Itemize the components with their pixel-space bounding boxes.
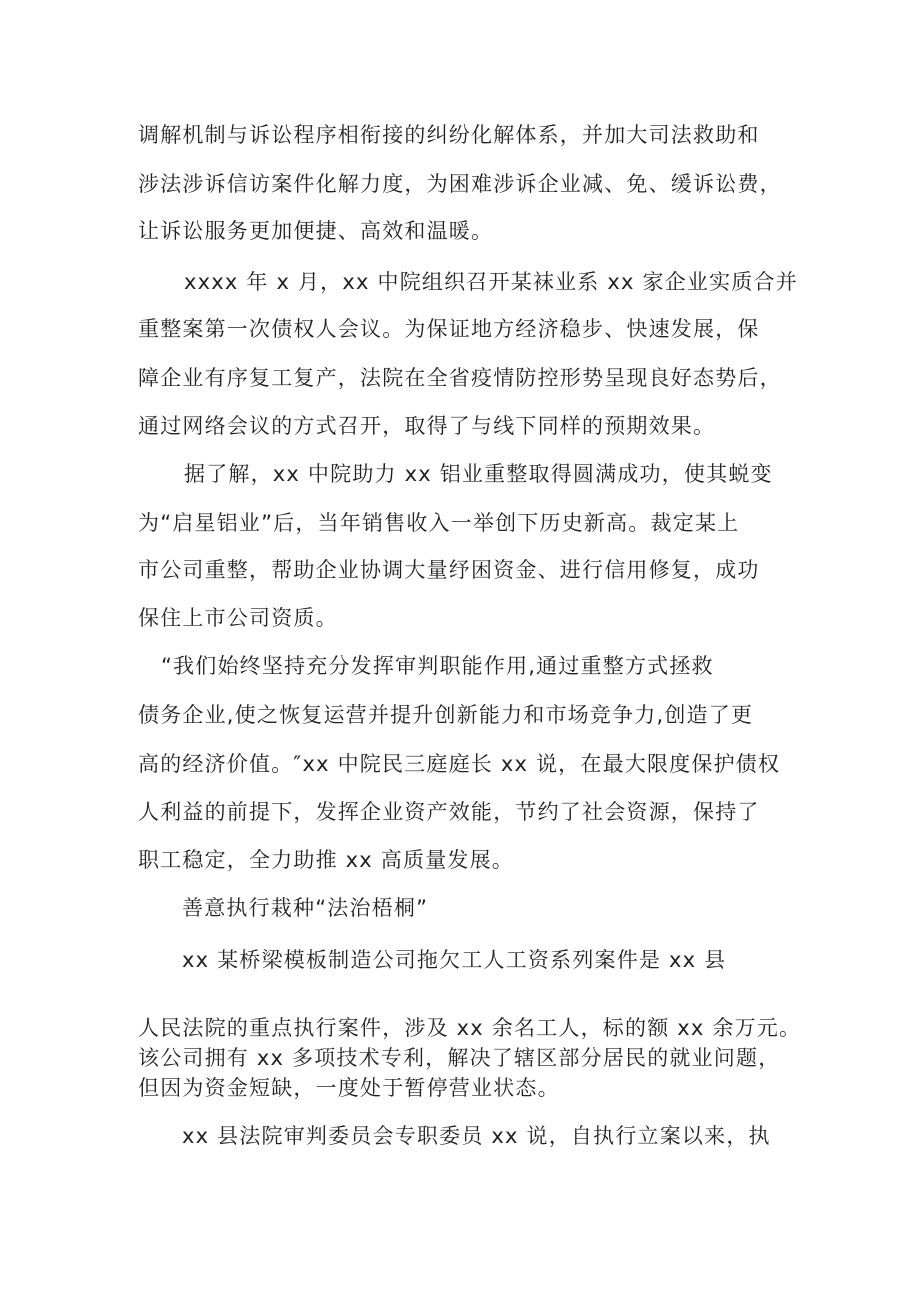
text-line: xx 某桥梁模板制造公司拖欠工人工资系列案件是 xx 县 [182, 948, 727, 972]
text-line: “我们始终坚持充分发挥审判职能作用,通过重整方式拯救 [161, 654, 714, 678]
text-line: 高的经济价值。″xx 中院民三庭庭长 xx 说，在最大限度保护债权 [138, 752, 781, 776]
text-line: xx 县法院审判委员会专职委员 xx 说，自执行立案以来，执 [182, 1124, 771, 1148]
text-line: 但因为资金短缺，一度处于暂停营业状态。 [138, 1076, 560, 1100]
text-line: 据了解，xx 中院助力 xx 铝业重整取得圆满成功，使其蜕变 [184, 462, 773, 486]
text-line: 市公司重整，帮助企业协调大量纾困资金、进行信用修复，成功 [138, 558, 760, 582]
text-line: 保住上市公司资质。 [138, 606, 338, 630]
text-line: 重整案第一次债权人会议。为保证地方经济稳步、快速发展，保 [138, 317, 760, 341]
text-line: xxxx 年 x 月，xx 中院组织召开某袜业系 xx 家企业实质合并 [184, 270, 798, 294]
text-line: 债务企业,使之恢复运营并提升创新能力和市场竞争力,创造了更 [138, 703, 754, 727]
text-line: 为“启星铝业”后，当年销售收入一举创下历史新高。裁定某上 [138, 511, 740, 535]
text-line: 通过网络会议的方式召开，取得了与线下同样的预期效果。 [138, 414, 716, 438]
text-line: 调解机制与诉讼程序相衔接的纠纷化解体系，并加大司法救助和 [138, 123, 760, 147]
text-line: 人利益的前提下，发挥企业资产效能，节约了社会资源，保持了 [138, 800, 760, 824]
text-line: 让诉讼服务更加便捷、高效和温暖。 [138, 219, 494, 243]
text-line: 该公司拥有 xx 多项技术专利，解决了辖区部分居民的就业问题， [138, 1046, 781, 1070]
section-heading: 善意执行栽种“法治梧桐” [182, 896, 429, 920]
text-line: 人民法院的重点执行案件，涉及 xx 余名工人，标的额 xx 余万元。 [138, 1016, 802, 1040]
text-line: 障企业有序复工复产，法院在全省疫情防控形势呈现良好态势后， [138, 366, 782, 390]
text-line: 职工稳定，全力助推 xx 高质量发展。 [138, 848, 515, 872]
text-line: 涉法涉诉信访案件化解力度，为困难涉诉企业减、免、缓诉讼费， [138, 172, 782, 196]
